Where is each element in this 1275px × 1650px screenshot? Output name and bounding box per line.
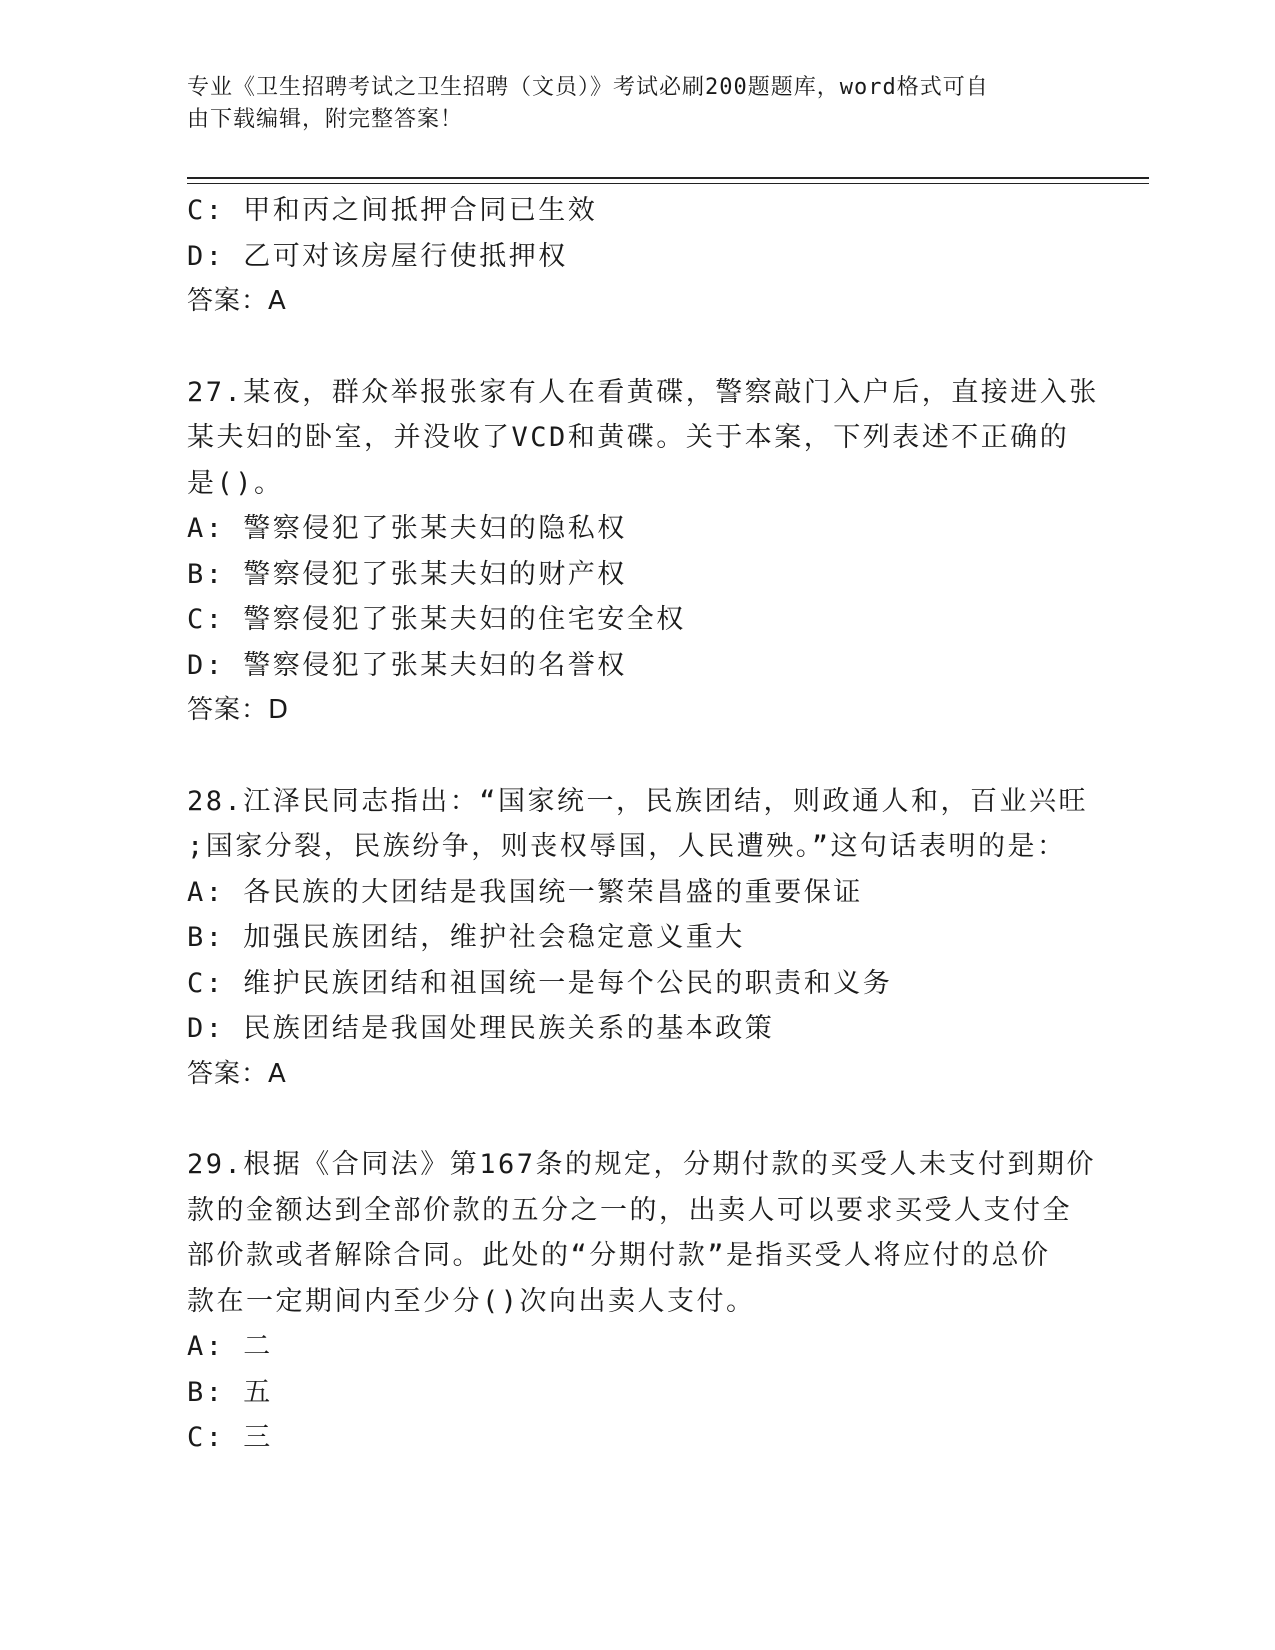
option-a: A: 各民族的大团结是我国统一繁荣昌盛的重要保证: [187, 876, 863, 908]
answer-line: 答案：D: [187, 695, 290, 725]
option-b: B: 五: [187, 1376, 273, 1408]
spacer: [187, 325, 1067, 370]
option-d: D: 警察侵犯了张某夫妇的名誉权: [187, 649, 627, 681]
question-27: [187, 370, 1099, 734]
option-b: B: 警察侵犯了张某夫妇的财产权: [187, 558, 627, 590]
question-stem-line: 28.江泽民同志指出：“国家统一，民族团结，则政通人和，百业兴旺: [187, 785, 1089, 817]
question-stem-line: 是()。: [187, 467, 284, 499]
spacer: [187, 734, 1067, 779]
option-a: A: 警察侵犯了张某夫妇的隐私权: [187, 513, 627, 544]
header-line-1: 专业《卫生招聘考试之卫生招聘（文员）》考试必刷200题题库，word格式可自: [187, 75, 989, 100]
document-body: [187, 188, 1099, 1461]
question-28: [187, 779, 1089, 1098]
option-d: D: 民族团结是我国处理民族关系的基本政策: [187, 1013, 775, 1044]
question-stem-line: 部价款或者解除合同。此处的“分期付款”是指买受人将应付的总价: [187, 1240, 1051, 1271]
document-header: [187, 72, 1067, 136]
question-29: [187, 1142, 1097, 1461]
question-26-continued: [187, 188, 1067, 325]
header-divider-thick: [187, 177, 1149, 179]
option-a: A: 二: [187, 1331, 273, 1362]
question-stem-line: 某夫妇的卧室，并没收了VCD和黄碟。关于本案，下列表述不正确的: [187, 422, 1070, 453]
question-stem-line: 27.某夜，群众举报张家有人在看黄碟，警察敲门入户后，直接进入张: [187, 376, 1099, 408]
header-line-2: 由下载编辑，附完整答案！: [187, 107, 464, 132]
question-stem-line: ;国家分裂，民族纷争，则丧权辱国，人民遭殃。”这句话表明的是：: [187, 831, 1067, 862]
question-stem-line: 款在一定期间内至少分()次向出卖人支付。: [187, 1285, 756, 1317]
question-stem-line: 29.根据《合同法》第167条的规定，分期付款的买受人未支付到期价: [187, 1149, 1097, 1180]
option-d: D: 乙可对该房屋行使抵押权: [187, 240, 568, 272]
spacer: [187, 1097, 1067, 1142]
answer-line: 答案：A: [187, 286, 287, 316]
option-c: C: 维护民族团结和祖国统一是每个公民的职责和义务: [187, 967, 893, 999]
question-stem-line: 款的金额达到全部价款的五分之一的，出卖人可以要求买受人支付全: [187, 1194, 1072, 1226]
answer-line: 答案：A: [187, 1058, 287, 1089]
header-divider-thin: [187, 183, 1149, 184]
option-c: C: 三: [187, 1422, 273, 1453]
option-b: B: 加强民族团结，维护社会稳定意义重大: [187, 922, 745, 953]
option-c: C: 甲和丙之间抵押合同已生效: [187, 195, 598, 226]
option-c: C: 警察侵犯了张某夫妇的住宅安全权: [187, 604, 686, 635]
